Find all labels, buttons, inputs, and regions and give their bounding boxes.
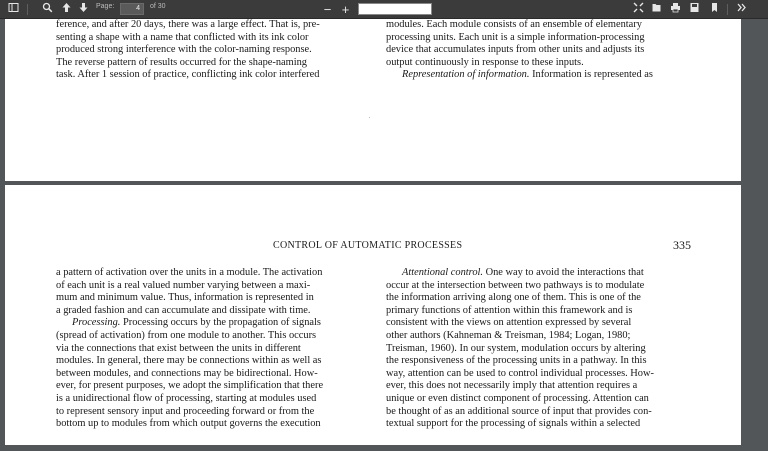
pdf-toolbar: [0, 0, 768, 19]
previous-page-icon[interactable]: [59, 2, 74, 17]
text-line: (spread of activation) from one module to another. This occurs: [56, 329, 317, 341]
toolbar-separator: [27, 4, 28, 15]
text-line: mum and minimum value. Thus, information is represented in: [56, 292, 314, 304]
text-line: via the connections that exist between the units in different: [56, 342, 301, 354]
text-line: to represent sensory input and proceeding forward or from the: [56, 405, 315, 417]
open-file-icon[interactable]: [649, 2, 664, 17]
zoom-out-icon[interactable]: −: [323, 2, 332, 17]
text-line: output continuously in response to these inputs.: [386, 56, 584, 68]
text-column-left: [56, 19, 366, 82]
page-number: 335: [673, 238, 691, 252]
text-line: be thought of as an additional source of input that provides con-: [386, 405, 652, 417]
text-column-left: [56, 267, 366, 431]
pdf-page: [5, 185, 741, 445]
text-line: modules. Each module consists of an ensemble of elementary: [386, 19, 642, 30]
text-line: Treisman, 1960). In our system, modulation occurs by altering: [386, 342, 646, 354]
paragraph-heading-line: [386, 267, 698, 280]
search-icon[interactable]: [40, 2, 55, 17]
text-column-right: [386, 19, 698, 82]
text-line: other authors (Kahneman & Treisman, 1984; Logan, 1980;: [386, 329, 631, 341]
text-line: primary functions of attention within this framework and is: [386, 304, 633, 316]
page-number-input[interactable]: 4: [120, 3, 144, 15]
bookmark-icon[interactable]: [707, 2, 722, 17]
text-line: a graded fashion and can accumulate and dissipate with time.: [56, 304, 311, 316]
text-line: is a unidirectional flow of processing, starting at modules used: [56, 392, 317, 404]
text-line: task. After 1 session of practice, conflicting ink color interfered: [56, 69, 320, 81]
text-line: produced strong interference with the color-naming response.: [56, 44, 312, 56]
paragraph-heading-line: [56, 317, 366, 330]
text-line: consistent with the views on attention expressed by several: [386, 317, 632, 329]
presentation-icon[interactable]: [631, 2, 646, 17]
text-line: The reverse pattern of results occurred for the shape-naming: [56, 56, 307, 68]
paragraph-heading: Processing.: [72, 317, 121, 329]
pdf-page: [5, 19, 741, 181]
text-line: modules. In general, there may be connections within as well as: [56, 355, 322, 367]
zoom-in-icon[interactable]: +: [341, 2, 350, 17]
text-line: ever, for present purposes, we adopt the simplification that there: [56, 380, 324, 392]
page-total: of 30: [150, 3, 166, 10]
paragraph-heading-line: [386, 69, 698, 82]
print-icon[interactable]: [668, 2, 683, 17]
text-line: the information arriving along one of them. This is one of the: [386, 292, 641, 304]
sidebar-toggle-icon[interactable]: [6, 2, 21, 17]
scan-speck: [369, 117, 370, 118]
text-line: way, attention can be used to control individual processes. How-: [386, 367, 654, 379]
text-line: bottom up to modules from which output governs the execution: [56, 418, 321, 430]
text-line: ever, this does not necessarily imply that attention requires a: [386, 380, 638, 392]
toolbar-separator: [727, 4, 728, 15]
text-line: ference, and after 20 days, there was a large effect. That is, pre-: [56, 19, 320, 30]
text-line: senting a shape with a name that conflicted with its ink color: [56, 31, 309, 43]
paragraph-heading: Attentional control.: [402, 267, 483, 278]
text-fragment: Information is represented as: [529, 69, 653, 81]
text-line: unique or even distinct component of processing. Attention can: [386, 392, 649, 404]
text-line: device that accumulates inputs from other units and adjusts its: [386, 44, 645, 56]
text-line: a pattern of activation over the units in a module. The activation: [56, 267, 323, 278]
find-input[interactable]: [358, 3, 432, 15]
running-head: CONTROL OF AUTOMATIC PROCESSES: [273, 240, 463, 251]
next-page-icon[interactable]: [76, 2, 91, 17]
text-line: occur at the intersection between two pathways is to modulate: [386, 279, 645, 291]
text-column-right: [386, 267, 698, 431]
text-fragment: One way to avoid the interactions that: [483, 267, 644, 278]
page-label: Page:: [96, 3, 115, 10]
text-line: textual support for the processing of signals within a selected: [386, 418, 641, 430]
tools-icon[interactable]: [734, 2, 749, 17]
text-line: between modules, and connections may be bidirectional. How-: [56, 367, 318, 379]
text-line: processing units. Each unit is a simple information-processing: [386, 31, 645, 43]
download-icon[interactable]: [687, 2, 702, 17]
text-fragment: Processing occurs by the propagation of signals: [120, 317, 321, 329]
text-line: the responsiveness of the processing units in a pathway. In this: [386, 355, 647, 367]
text-line: of each unit is a real valued number varying between a maxi-: [56, 279, 311, 291]
paragraph-heading: Representation of information.: [402, 69, 530, 81]
